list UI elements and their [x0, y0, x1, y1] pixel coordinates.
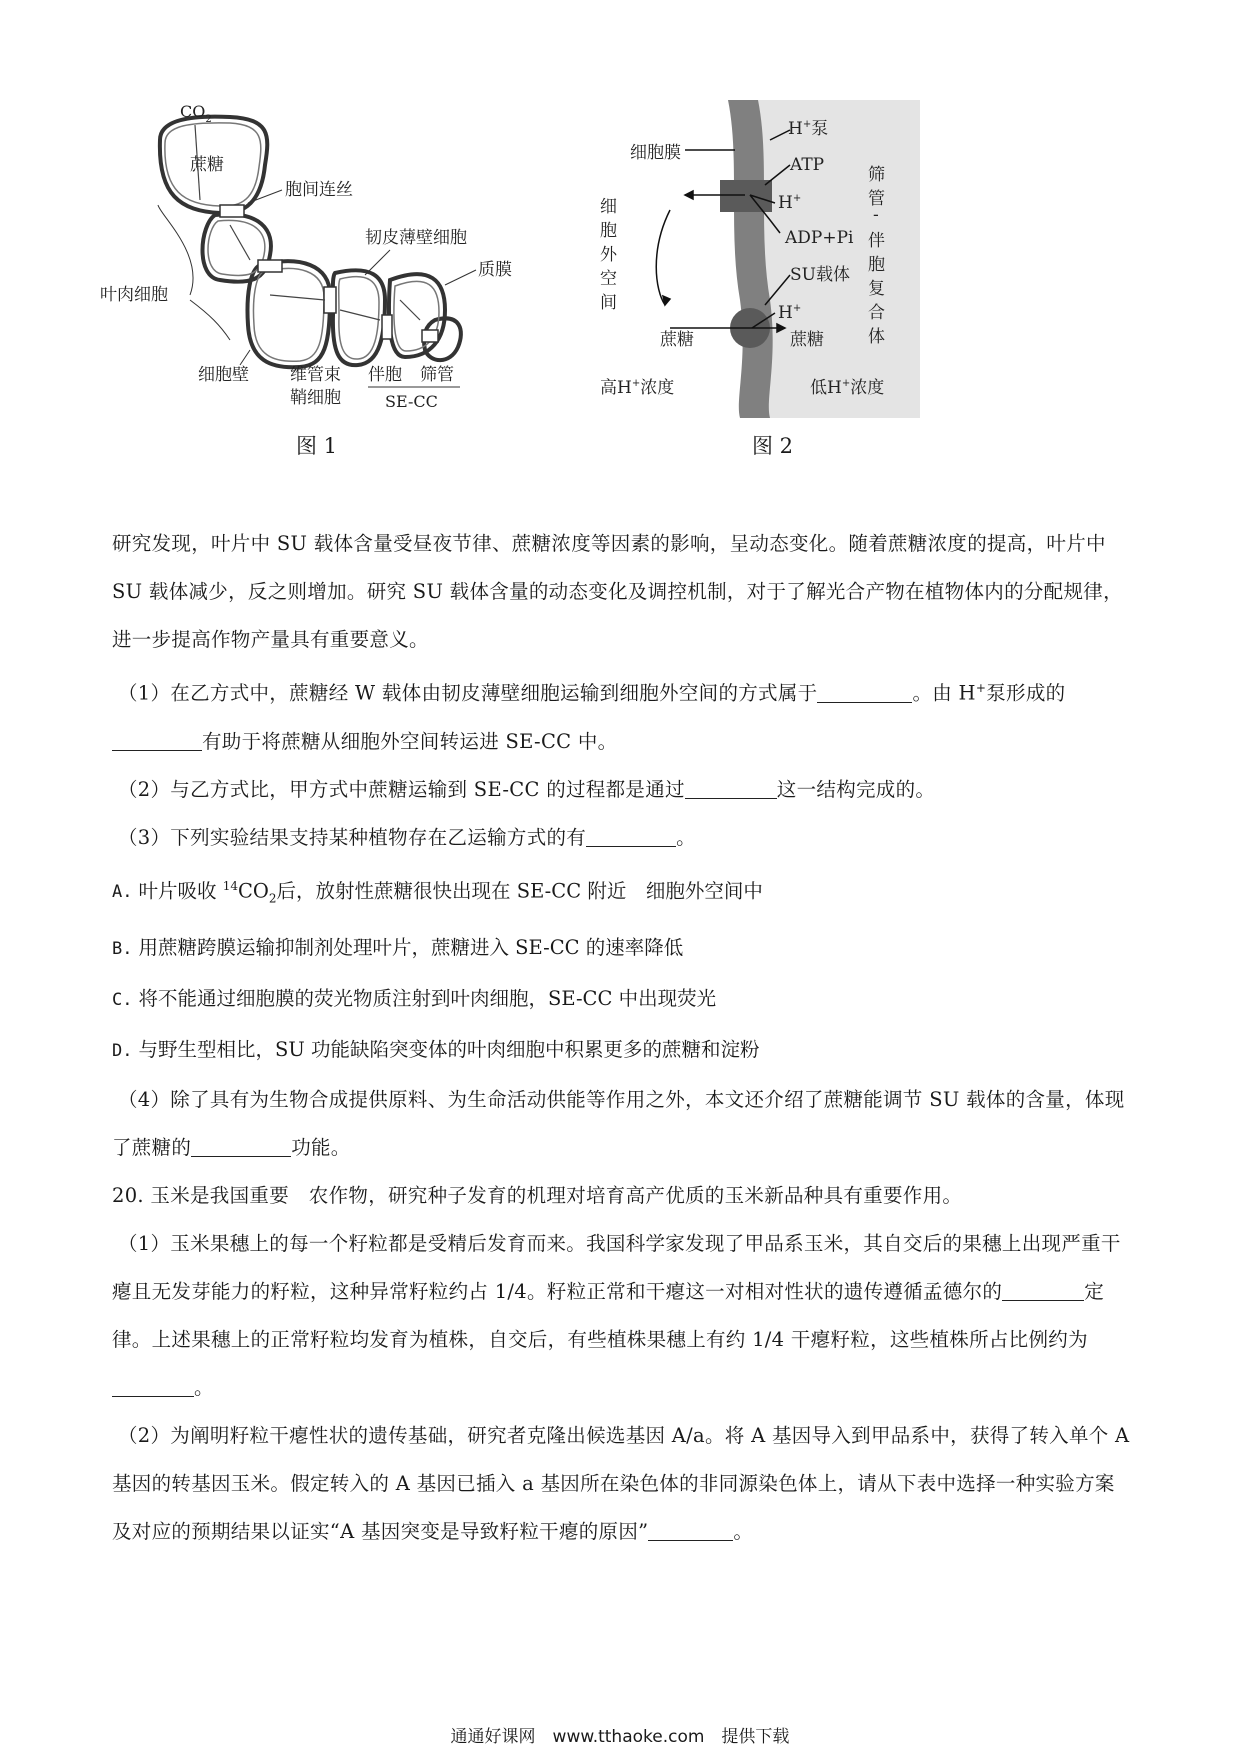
svg-text:复: 复: [868, 279, 885, 299]
fig1-plasmodesmata-label: 胞间连丝: [285, 180, 353, 200]
plasmodesma-3: [324, 287, 336, 313]
svg-text:-: -: [873, 205, 879, 225]
fig1-sieve-tube-label: 筛管: [420, 365, 454, 385]
answer-blank-4[interactable]: [586, 826, 676, 847]
option-b[interactable]: B. 用蔗糖跨膜运输抑制剂处理叶片，蔗糖进入 SE-CC 的速率降低: [112, 935, 684, 959]
question-20-2: （2）为阐明籽粒干瘪性状的遗传基础，研究者克隆出候选基因 A/a。将 A 基因导入到甲品系中，获得了转入单个 A 基因的转基因玉米。假定转入的 A 基因已插入 a 基因所在染色体的非同源染色体上，请从下表中选择一种实验方案及对应的预期结果以证实“A 基因突变是导致籽粒干瘪的原因” 。: [112, 1423, 1130, 1543]
fig2-low-h-label: 低H+浓度: [810, 378, 885, 398]
plasmodesma-2: [258, 260, 282, 272]
fig1-co2-label: $CO_2$: [180, 102, 212, 125]
fig2-cell-interior: [750, 100, 920, 418]
fig1-sucrose-label: 蔗糖: [190, 155, 224, 175]
answer-blank-5[interactable]: [191, 1136, 291, 1157]
svg-text:筛: 筛: [868, 165, 885, 185]
question-4: （4）除了具有为生物合成提供原料、为生命活动供能等作用之外，本文还介绍了蔗糖能调节 SU 载体的含量，体现了蔗糖的 功能。: [112, 1087, 1125, 1159]
fig1-companion-label: 伴胞: [368, 365, 402, 385]
fig1-bundle-sheath-label-1: 维管束: [290, 365, 341, 385]
plasmodesma-1: [220, 205, 244, 217]
fig2-h-pump-label: H+泵: [788, 119, 829, 139]
svg-text:间: 间: [600, 293, 617, 313]
fig2-sucrose-left-label: 蔗糖: [660, 330, 694, 350]
fig1-mesophyll-label: 叶肉细胞: [100, 285, 168, 305]
intro-paragraph: 研究发现，叶片中 SU 载体含量受昼夜节律、蔗糖浓度等因素的影响，呈动态变化。随着蔗糖浓度的提高，叶片中 SU 载体减少，反之则增加。研究 SU 载体含量的动态变化及调控机制，对于了解光合产物在植物体内的分配规律，进一步提高作物产量具有重要意义。: [112, 532, 1123, 651]
svg-text:细: 细: [600, 197, 617, 217]
fig2-sucrose-right-label: 蔗糖: [790, 330, 824, 350]
question-1: （1）在乙方式中，蔗糖经 W 载体由韧皮薄壁细胞运输到细胞外空间的方式属于 。由 H+泵形成的 有助于将蔗糖从细胞外空间转运进 SE-CC 中。: [112, 664, 1130, 766]
fig2-complex-label: [868, 165, 885, 347]
fig2-h-out-label: H+: [778, 193, 802, 213]
plasmodesma-5: [422, 330, 438, 342]
answer-blank-7[interactable]: [112, 1376, 194, 1397]
figure-1-diagram: [100, 95, 600, 475]
option-d[interactable]: D. 与野生型相比，SU 功能缺陷突变体的叶肉细胞中积累更多的蔗糖和淀粉: [112, 1037, 760, 1061]
question-content: [112, 520, 1130, 1556]
companion-cell: [389, 274, 445, 357]
figure-2: [600, 100, 1020, 475]
option-c[interactable]: C. 将不能通过细胞膜的荧光物质注射到叶肉细胞，SE-CC 中出现荧光: [112, 986, 717, 1010]
svg-text:胞: 胞: [600, 221, 617, 241]
answer-blank-1[interactable]: [817, 682, 912, 703]
fig2-adp-label: ADP+Pi: [785, 228, 854, 248]
answer-blank-2[interactable]: [112, 730, 202, 751]
answer-blank-8[interactable]: [648, 1520, 733, 1541]
phloem-parenchyma-cell: [333, 270, 385, 365]
answer-blank-6[interactable]: [1002, 1280, 1084, 1301]
svg-text:体: 体: [868, 327, 885, 347]
answer-blank-3[interactable]: [685, 778, 777, 799]
fig2-atp-label: ATP: [790, 155, 825, 175]
svg-text:外: 外: [600, 245, 617, 265]
figure-2-diagram: [600, 100, 1020, 430]
svg-text:伴: 伴: [868, 231, 885, 251]
svg-text:合: 合: [868, 303, 885, 323]
fig1-cell-wall-label: 细胞壁: [198, 365, 249, 385]
fig2-caption: 图 2: [752, 434, 794, 458]
fig1-bundle-sheath-label-2: 鞘细胞: [290, 388, 341, 408]
plasmodesma-4: [382, 315, 392, 339]
fig2-h-pump: [720, 180, 772, 212]
question-2: （2）与乙方式比，甲方式中蔗糖运输到 SE-CC 的过程都是通过 这一结构完成的。: [118, 777, 936, 801]
fig1-caption: 图 1: [296, 434, 338, 458]
fig2-high-h-label: 高H+浓度: [600, 378, 675, 398]
svg-text:胞: 胞: [868, 255, 885, 275]
fig2-su-carrier-label: SU载体: [790, 265, 850, 285]
svg-text:管: 管: [868, 189, 885, 209]
page-footer: 通通好课网 www.tthaoke.com 提供下载: [450, 1727, 790, 1747]
question-20: 20. 玉米是我国重要 农作物，研究种子发育的机理对培育高产优质的玉米新品种具有重要作用。: [112, 1183, 963, 1207]
fig2-extracellular-label: [600, 197, 618, 313]
fig2-cell-membrane-label: 细胞膜: [630, 143, 681, 163]
fig2-h-in-label: H+: [778, 303, 802, 323]
figure-1: [100, 95, 600, 475]
option-a[interactable]: A. 叶片吸收 $^{14}CO_2$后，放射性蔗糖很快出现在 SE-CC 附近 细胞外空间中: [112, 878, 763, 905]
fig1-sec-label: SE-CC: [385, 392, 438, 411]
question-20-1: （1）玉米果穗上的每一个籽粒都是受精后发育而来。我国科学家发现了甲品系玉米，其自交后的果穗上出现严重干瘪且无发芽能力的籽粒，这种异常籽粒约占 1/4。籽粒正常和干瘪这一对相对性状的遗传遵循孟德尔的 定律。上述果穗上的正常籽粒均发育为植株，自交后，有些植株果穗上有约 1/4 干瘪籽粒，这些植株所占比例约为。: [112, 1231, 1121, 1399]
fig1-plasma-membrane-label: 质膜: [478, 260, 512, 280]
question-3: （3）下列实验结果支持某种植物存在乙运输方式的有 。: [118, 825, 696, 849]
fig1-phloem-parenchyma-label: 韧皮薄壁细胞: [365, 228, 467, 248]
svg-text:空: 空: [600, 269, 617, 289]
